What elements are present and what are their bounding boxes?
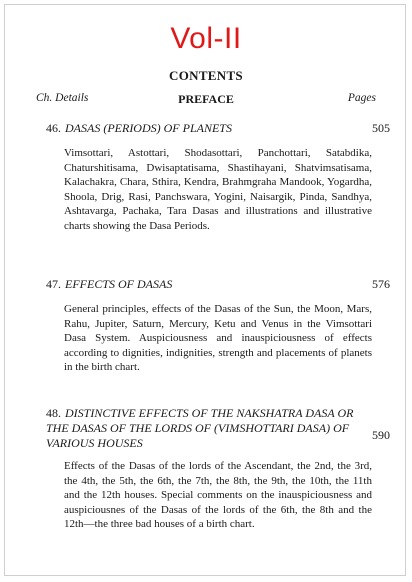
chapter-details-header: Ch. Details	[36, 92, 89, 104]
entry-title: DASAS (PERIODS) OF PLANETS	[65, 121, 232, 135]
entry-number: 46.	[46, 121, 61, 135]
contents-heading: CONTENTS	[169, 68, 243, 83]
entry-page-number: 505	[372, 121, 390, 135]
entry-description: General principles, effects of the Dasas of the Sun, the Moon, Mars, Rahu, Jupiter, Saturn, Mercury, Ketu and Venus in the Vimsottari Dasa System. Auspiciousness and inauspiciousness of effects according to dignities, indignities, strength and placements of planets in the birth chart.	[64, 303, 372, 374]
preface-header: PREFACE	[178, 92, 234, 106]
entry-description: Effects of the Dasas of the lords of the Ascendant, the 2nd, the 3rd, the 4th, the 5th, the 6th, the 7th, the 8th, the 9th, the 10th, the 11th and the 12th houses. Special comments on the inauspiciousness and auspiciousnes of the Dasas of the lords of the 6th, the 8th and the 12th—the three bad houses of a birth chart.	[64, 460, 372, 531]
entry-number: 47.	[46, 277, 61, 291]
entry-description: Vimsottari, Astottari, Shodasottari, Panchottari, Satabdika, Chaturshitisama, Dwisaptatisama, Shastihayani, Shatvimsatisama, Kalachakra, Chara, Sthira, Kendra, Brahmgraha Mandook, Yogardha, Shoola, Drig, Rasi, Panchswara, Yogini, Naisargik, Pinda, Sandhya, Ashtavarga, Pachaka, Tara Dasas and illustrations and illustrative charts showing the Dasa Periods.	[64, 147, 372, 232]
entry-title: DISTINCTIVE EFFECTS OF THE NAKSHATRA DASA OR THE DASAS OF THE LORDS OF (VIMSHOTTARI DASA) OF VARIOUS HOUSES	[46, 406, 354, 450]
entry-page-number: 576	[372, 277, 390, 291]
volume-label: Vol-II	[170, 22, 242, 55]
toc-entry	[46, 120, 390, 234]
entry-number: 48.	[46, 406, 61, 420]
entry-title-row	[46, 276, 390, 292]
entry-title: EFFECTS OF DASAS	[65, 277, 173, 291]
entry-title-row	[46, 120, 390, 136]
entry-page-number: 590	[372, 428, 390, 442]
toc-entry	[46, 276, 390, 375]
entry-title-row	[46, 406, 390, 451]
toc-entry	[46, 406, 390, 532]
pages-header: Pages	[347, 92, 376, 104]
